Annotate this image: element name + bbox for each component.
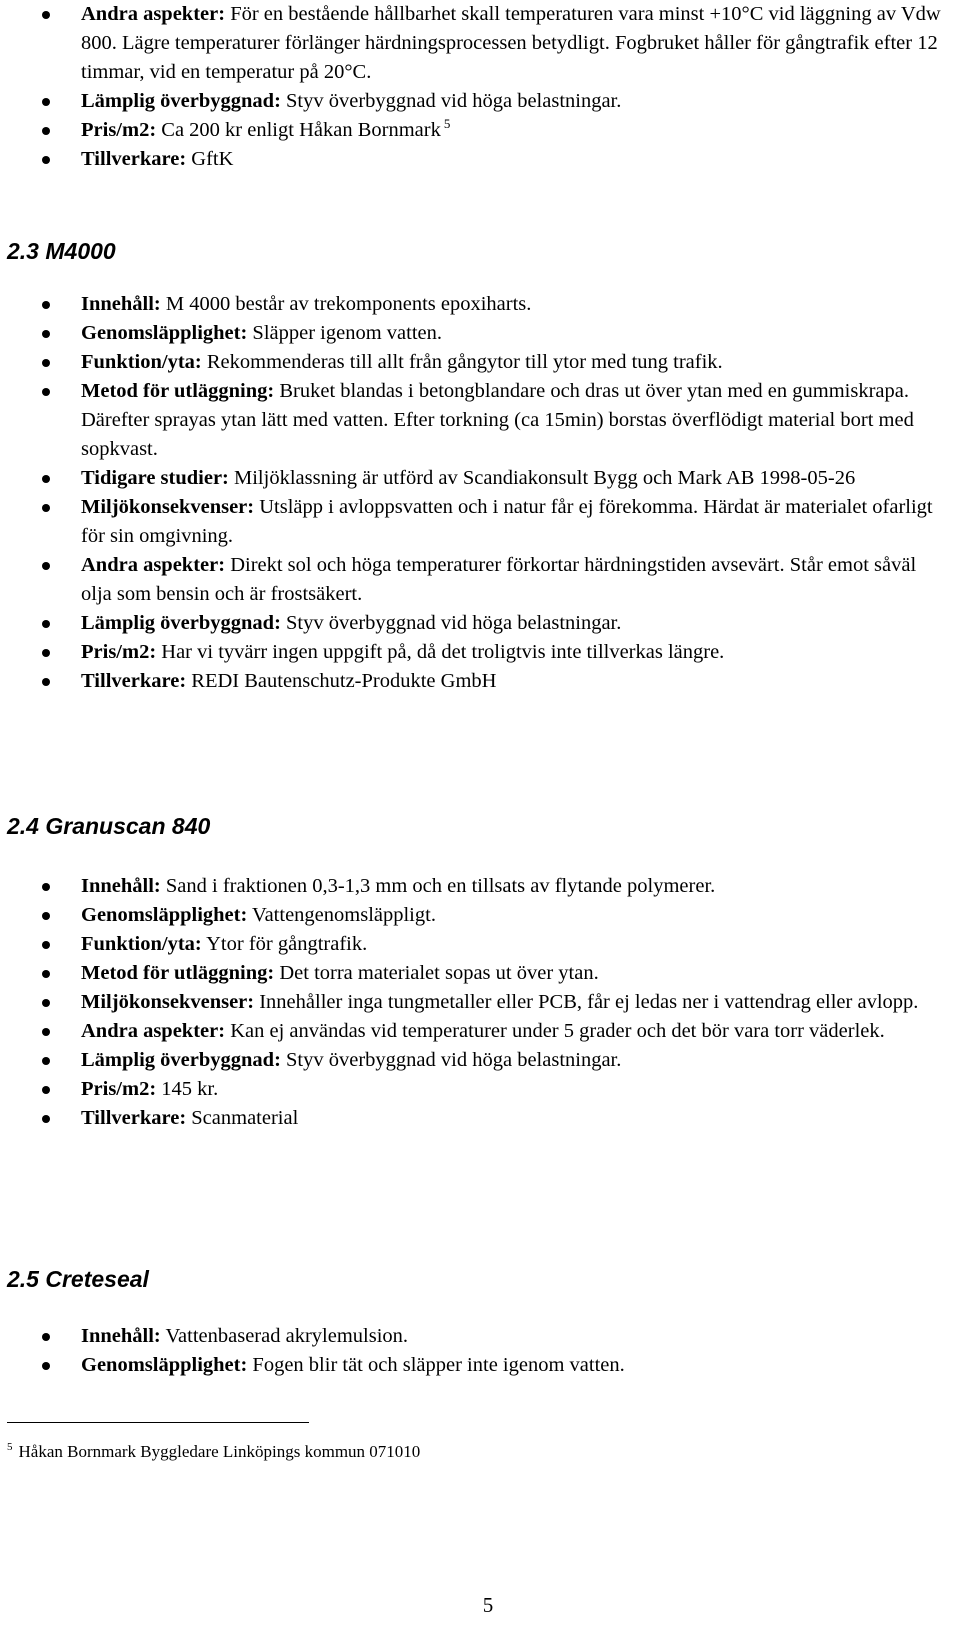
list-item [0,609,960,638]
list-item [0,145,960,174]
item-label: Tillverkare: [81,670,187,692]
section-heading-m4000: 2.3 M4000 [7,238,116,264]
bullet-icon [42,941,50,949]
bullet-icon [42,1086,50,1094]
item-label: Lämplig överbyggnad: [81,1049,281,1071]
list-item [0,116,960,145]
list-item [0,959,960,988]
item-label: Miljökonsekvenser: [81,991,255,1013]
item-text: Ytor för gångtrafik. [201,933,368,955]
bullet-icon [42,970,50,978]
item-label: Miljökonsekvenser: [81,496,255,518]
bullet-icon [42,1333,50,1341]
item-label: Genomsläpplighet: [81,1354,248,1376]
list-item [0,930,960,959]
item-text: M 4000 består av trekomponents epoxiharts. [160,293,532,315]
item-text: För en bestående hållbarhet skall temperaturen vara minst +10°C vid läggning av Vdw 800. Lägre temperaturer förlänger härdningsprocessen betydligt. Fogbruket håller för gångtrafik efter 12 timmar, vid en temperatur på 20°C. [81,3,941,83]
footnote [7,1441,420,1463]
list-item [0,0,960,87]
list-item [0,1017,960,1046]
list-item [0,377,960,464]
bullet-icon [42,678,50,686]
item-label: Funktion/yta: [81,351,202,373]
section-list-granuscan [0,872,960,1133]
item-label: Tillverkare: [81,148,187,170]
list-item [0,1075,960,1104]
item-text: Styv överbyggnad vid höga belastningar. [280,1049,622,1071]
list-item [0,348,960,377]
bullet-icon [42,156,50,164]
continued-bullet-list [0,0,960,174]
item-text: Ca 200 kr enligt Håkan Bornmark [156,119,441,141]
item-label: Pris/m2: [81,641,157,663]
list-item [0,290,960,319]
item-label: Andra aspekter: [81,554,226,576]
list-item [0,319,960,348]
item-label: Metod för utläggning: [81,380,275,402]
item-label: Innehåll: [81,293,161,315]
item-label: Tidigare studier: [81,467,229,489]
bullet-icon [42,330,50,338]
item-label: Andra aspekter: [81,3,226,25]
footnote-reference[interactable]: 5 [443,116,451,132]
list-item [0,464,960,493]
item-label: Innehåll: [81,875,161,897]
item-text: Fogen blir tät och släpper inte igenom vatten. [247,1354,625,1376]
bullet-icon [42,562,50,570]
item-label: Funktion/yta: [81,933,202,955]
item-text: Vattengenomsläppligt. [247,904,436,926]
list-item [0,872,960,901]
bullet-icon [42,999,50,1007]
item-label: Metod för utläggning: [81,962,275,984]
footnote-text: Håkan Bornmark Byggledare Linköpings kommun 071010 [18,1442,421,1461]
bullet-icon [42,883,50,891]
item-text: REDI Bautenschutz-Produkte GmbH [186,670,497,692]
list-item [0,638,960,667]
item-text: Vattenbaserad akrylemulsion. [160,1325,409,1347]
section-list-m4000 [0,290,960,696]
bullet-icon [42,98,50,106]
bullet-icon [42,1057,50,1065]
item-text: Har vi tyvärr ingen uppgift på, då det troligtvis inte tillverkas längre. [156,641,725,663]
list-item [0,901,960,930]
list-item [0,551,960,609]
bullet-icon [42,504,50,512]
bullet-icon [42,475,50,483]
bullet-icon [42,11,50,19]
list-item [0,87,960,116]
bullet-icon [42,912,50,920]
item-text: 145 kr. [156,1078,219,1100]
list-item [0,1351,960,1380]
section-list-creteseal [0,1322,960,1380]
item-text: Direkt sol och höga temperaturer förkortar härdningstiden avsevärt. Står emot såväl olja som bensin och är frostsäkert. [81,554,917,605]
item-text: Rekommenderas till allt från gångytor till ytor med tung trafik. [201,351,723,373]
item-text: Innehåller inga tungmetaller eller PCB, får ej ledas ner i vattendrag eller avlopp. [254,991,919,1013]
item-label: Pris/m2: [81,1078,157,1100]
bullet-icon [42,649,50,657]
item-label: Andra aspekter: [81,1020,226,1042]
list-item [0,667,960,696]
section-heading-creteseal: 2.5 Creteseal [7,1266,149,1292]
list-item [0,1104,960,1133]
item-text: Styv överbyggnad vid höga belastningar. [280,90,622,112]
footnote-number: 5 [7,1441,13,1454]
item-text: Kan ej användas vid temperaturer under 5 grader och det bör vara torr väderlek. [225,1020,885,1042]
bullet-icon [42,359,50,367]
item-text: GftK [186,148,234,170]
item-text: Bruket blandas i betongblandare och dras ut över ytan med en gummiskrapa. Därefter sprayas ytan lätt med vatten. Efter torkning (ca 15min) borstas överflödigt material bort med sopkvast. [81,380,914,460]
bullet-icon [42,1028,50,1036]
page-number: 5 [482,1593,494,1617]
bullet-icon [42,1115,50,1123]
list-item [0,1046,960,1075]
item-label: Genomsläpplighet: [81,322,248,344]
bullet-icon [42,301,50,309]
item-label: Lämplig överbyggnad: [81,612,281,634]
item-text: Scanmaterial [186,1107,299,1129]
item-text: Sand i fraktionen 0,3-1,3 mm och en tillsats av flytande polymerer. [160,875,716,897]
list-item [0,1322,960,1351]
bullet-icon [42,388,50,396]
item-label: Pris/m2: [81,119,157,141]
item-text: Styv överbyggnad vid höga belastningar. [280,612,622,634]
section-heading-granuscan: 2.4 Granuscan 840 [7,813,211,839]
item-text: Det torra materialet sopas ut över ytan. [274,962,599,984]
bullet-icon [42,1362,50,1370]
footnote-separator [7,1422,309,1423]
list-item [0,493,960,551]
item-text: Utsläpp i avloppsvatten och i natur får ej förekomma. Härdat är materialet ofarligt för sin omgivning. [81,496,933,547]
list-item [0,988,960,1017]
item-text: Miljöklassning är utförd av Scandiakonsult Bygg och Mark AB 1998-05-26 [228,467,856,489]
bullet-icon [42,620,50,628]
bullet-icon [42,127,50,135]
item-label: Genomsläpplighet: [81,904,248,926]
item-label: Innehåll: [81,1325,161,1347]
item-text: Släpper igenom vatten. [247,322,442,344]
item-label: Tillverkare: [81,1107,187,1129]
item-label: Lämplig överbyggnad: [81,90,281,112]
